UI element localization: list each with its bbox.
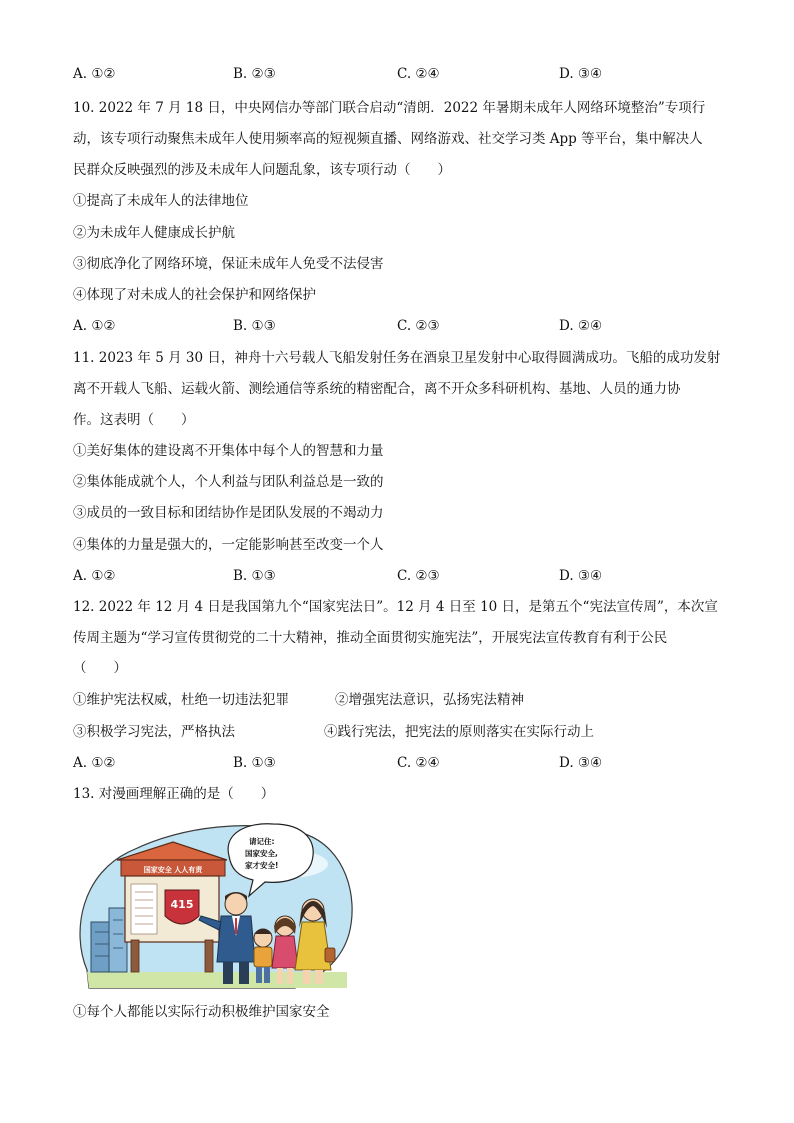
q9-option-b[interactable]: B. ②③ [233, 66, 276, 82]
q12-item-2: ②增强宪法意识，弘扬宪法精神 [335, 692, 524, 708]
q10-options [73, 316, 733, 336]
q10-item-4: ④体现了对未成人的社会保护和网络保护 [73, 287, 316, 303]
q11-option-d[interactable]: D. ③④ [559, 568, 603, 584]
q10-item-1: ①提高了未成年人的法律地位 [73, 193, 249, 209]
q12-stem-line-2: 传周主题为“学习宣传贯彻党的二十大精神，推动全面贯彻实施宪法”，开展宪法宣传教育有利于公民 [73, 630, 668, 646]
q12-item-3: ③积极学习宪法，严格执法 [73, 724, 235, 740]
q9-options [73, 64, 733, 84]
q12-stem-line-3: （ ） [73, 660, 127, 676]
q12-stem-line-1: 12. 2022 年 12 月 4 日是我国第九个“国家宪法日”。12 月 4 日至 10 日，是第五个“宪法宣传周”，本次宣 [73, 599, 718, 615]
q12-items-row-1 [73, 690, 733, 710]
cartoon-sign-text: 国家安全 人人有责 [143, 866, 203, 874]
q9-option-c[interactable]: C. ②④ [397, 66, 440, 82]
q12-option-d[interactable]: D. ③④ [559, 755, 603, 771]
q13-cartoon [73, 812, 355, 992]
q12-items-row-2 [73, 722, 733, 742]
q11-option-a[interactable]: A. ①② [73, 568, 116, 584]
q11-item-1: ①美好集体的建设离不开集体中每个人的智慧和力量 [73, 443, 384, 459]
q12-option-c[interactable]: C. ②④ [397, 755, 440, 771]
q11-item-3: ③成员的一致目标和团结协作是团队发展的不竭动力 [73, 505, 384, 521]
q11-option-b[interactable]: B. ①③ [233, 568, 276, 584]
q10-item-2: ②为未成年人健康成长护航 [73, 225, 235, 241]
q10-option-b[interactable]: B. ①③ [233, 318, 276, 334]
q10-option-a[interactable]: A. ①② [73, 318, 116, 334]
q13-stem: 13. 对漫画理解正确的是（ ） [73, 786, 275, 802]
q12-option-a[interactable]: A. ①② [73, 755, 116, 771]
q9-option-a[interactable]: A. ①② [73, 66, 116, 82]
speech-bubble-text [245, 836, 280, 870]
q10-stem-line-1: 10. 2022 年 7 月 18 日，中央网信办等部门联合启动“清朗．2022 年暑期未成年人网络环境整治”专项行 [73, 100, 706, 116]
q12-options [73, 753, 733, 773]
q10-item-3: ③彻底净化了网络环境，保证未成年人免受不法侵害 [73, 256, 384, 272]
bubble-line-2: 国家安全, [245, 849, 278, 858]
cartoon-badge-number: 415 [170, 898, 194, 911]
q11-options [73, 566, 733, 586]
q11-item-2: ②集体能成就个人，个人利益与团队利益总是一致的 [73, 474, 384, 490]
q12-option-b[interactable]: B. ①③ [233, 755, 276, 771]
q12-item-4: ④践行宪法，把宪法的原则落实在实际行动上 [324, 724, 594, 740]
q10-option-c[interactable]: C. ②③ [397, 318, 440, 334]
q11-option-c[interactable]: C. ②③ [397, 568, 440, 584]
q11-item-4: ④集体的力量是强大的，一定能影响甚至改变一个人 [73, 537, 384, 553]
q10-stem-line-3: 民群众反映强烈的涉及未成年人问题乱象，该专项行动（ ） [73, 162, 451, 178]
bubble-line-1: 请记住: [249, 837, 275, 846]
bubble-line-3: 家才安全! [245, 861, 279, 870]
q11-stem-line-3: 作。这表明（ ） [73, 412, 195, 428]
q12-item-1: ①维护宪法权威，杜绝一切违法犯罪 [73, 692, 289, 708]
q9-option-d[interactable]: D. ③④ [559, 66, 603, 82]
q11-stem-line-2: 离不开载人飞船、运载火箭、测绘通信等系统的精密配合，离不开众多科研机构、基地、人员的通力协 [73, 381, 681, 397]
q10-option-d[interactable]: D. ②④ [559, 318, 603, 334]
q13-item-1: ①每个人都能以实际行动积极维护国家安全 [73, 1004, 330, 1020]
q10-stem-line-2: 动，该专项行动聚焦未成年人使用频率高的短视频直播、网络游戏、社交学习类 App 等平台，集中解决人 [73, 131, 703, 147]
q11-stem-line-1: 11. 2023 年 5 月 30 日，神舟十六号载人飞船发射任务在酒泉卫星发射中心取得圆满成功。飞船的成功发射 [73, 350, 721, 366]
